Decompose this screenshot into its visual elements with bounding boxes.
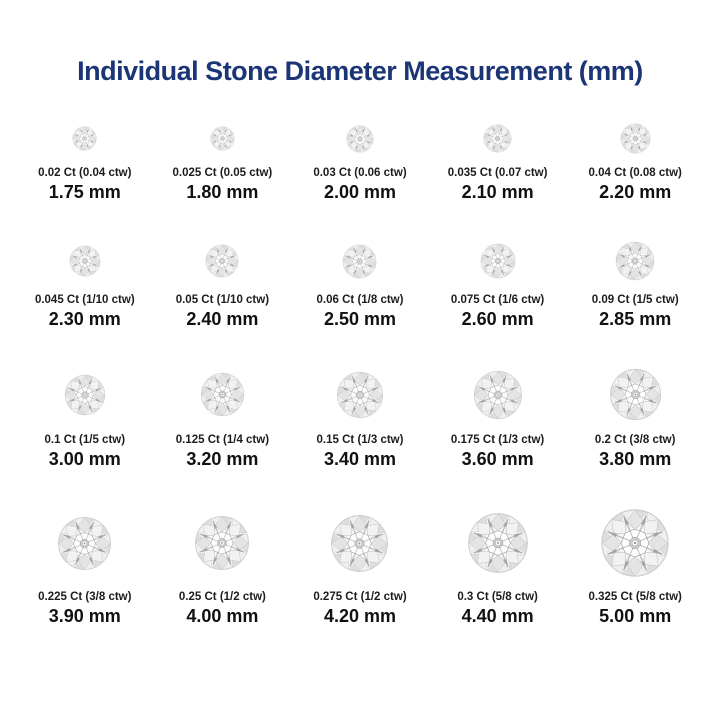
diamond-image: [154, 119, 292, 158]
carat-label: 0.045 Ct (1/10 ctw): [34, 294, 135, 306]
stone-cell: [291, 504, 429, 627]
diameter-label: 4.40 mm: [461, 606, 534, 626]
page-title: Individual Stone Diameter Measurement (mm): [77, 56, 643, 86]
diamond-image: [291, 119, 429, 158]
stone-cell: [154, 504, 292, 627]
carat-label: 0.125 Ct (1/4 ctw): [175, 434, 270, 446]
carat-label: 0.15 Ct (1/3 ctw): [316, 434, 404, 446]
carat-label: 0.325 Ct (5/8 ctw): [588, 591, 682, 603]
diameter-label: 4.20 mm: [323, 606, 397, 626]
carat-label: 0.25 Ct (1/2 ctw): [178, 591, 266, 603]
stone-cell: [16, 364, 154, 470]
diamond-image: [566, 237, 704, 285]
carat-label: 0.035 Ct (0.07 ctw): [447, 167, 548, 179]
stone-row: [16, 237, 704, 330]
diameter-label: 1.80 mm: [186, 182, 259, 202]
diamond-image: [291, 237, 429, 285]
carat-label: 0.175 Ct (1/3 ctw): [450, 434, 545, 446]
stone-row: [16, 119, 704, 203]
diameter-label: 3.80 mm: [599, 449, 672, 469]
diamond-image: [16, 119, 154, 158]
stone-cell: [291, 237, 429, 330]
diameter-label: 2.40 mm: [186, 309, 259, 329]
diamond-image: [429, 119, 567, 158]
diameter-label: 3.20 mm: [186, 449, 259, 469]
diameter-label: 2.30 mm: [48, 309, 121, 329]
carat-label: 0.025 Ct (0.05 ctw): [172, 167, 273, 179]
diameter-label: 2.85 mm: [599, 309, 672, 329]
carat-label: 0.04 Ct (0.08 ctw): [588, 167, 682, 179]
diameter-label: 3.40 mm: [323, 449, 397, 469]
stone-cell: [429, 119, 567, 203]
diamond-image: [154, 237, 292, 285]
diameter-label: 3.90 mm: [48, 606, 121, 626]
carat-label: 0.03 Ct (0.06 ctw): [313, 167, 407, 179]
diameter-label: 2.60 mm: [461, 309, 534, 329]
diameter-label: 1.75 mm: [48, 182, 121, 202]
stone-row: [16, 504, 704, 627]
stone-cell: [16, 504, 154, 627]
carat-label: 0.075 Ct (1/6 ctw): [450, 294, 545, 306]
carat-label: 0.275 Ct (1/2 ctw): [313, 591, 407, 603]
carat-label: 0.02 Ct (0.04 ctw): [38, 167, 132, 179]
diameter-label: 2.10 mm: [461, 182, 534, 202]
carat-label: 0.2 Ct (3/8 ctw): [594, 434, 676, 446]
stone-cell: [154, 237, 292, 330]
diamond-image: [429, 364, 567, 425]
diameter-label: 2.50 mm: [323, 309, 397, 329]
stone-row: [16, 364, 704, 470]
diameter-label: 2.00 mm: [323, 182, 397, 202]
stone-cell: [154, 364, 292, 470]
diamond-image: [291, 364, 429, 425]
diamond-image: [566, 364, 704, 425]
stone-cell: [566, 237, 704, 330]
stone-cell: [429, 237, 567, 330]
diameter-label: 3.60 mm: [461, 449, 534, 469]
diameter-label: 4.00 mm: [186, 606, 259, 626]
diamond-image: [429, 237, 567, 285]
diamond-image: [154, 504, 292, 582]
stone-cell: [16, 237, 154, 330]
diamond-image: [16, 364, 154, 425]
diamond-image: [429, 504, 567, 582]
stone-cell: [16, 119, 154, 203]
carat-label: 0.05 Ct (1/10 ctw): [175, 294, 270, 306]
carat-label: 0.09 Ct (1/5 ctw): [591, 294, 679, 306]
diamond-image: [154, 364, 292, 425]
carat-label: 0.1 Ct (1/5 ctw): [44, 434, 126, 446]
carat-label: 0.3 Ct (5/8 ctw): [457, 591, 538, 603]
diamond-image: [566, 504, 704, 582]
diamond-image: [16, 504, 154, 582]
stone-cell: [566, 504, 704, 627]
stone-grid: [0, 119, 720, 627]
diameter-label: 5.00 mm: [599, 606, 672, 626]
diamond-image: [291, 504, 429, 582]
stone-cell: [429, 364, 567, 470]
carat-label: 0.225 Ct (3/8 ctw): [38, 591, 132, 603]
stone-cell: [429, 504, 567, 627]
stone-cell: [566, 364, 704, 470]
diameter-label: 2.20 mm: [599, 182, 672, 202]
stone-cell: [566, 119, 704, 203]
stone-cell: [291, 119, 429, 203]
stone-cell: [291, 364, 429, 470]
stone-cell: [154, 119, 292, 203]
diamond-image: [566, 119, 704, 158]
diamond-image: [16, 237, 154, 285]
carat-label: 0.06 Ct (1/8 ctw): [316, 294, 404, 306]
diameter-label: 3.00 mm: [48, 449, 121, 469]
